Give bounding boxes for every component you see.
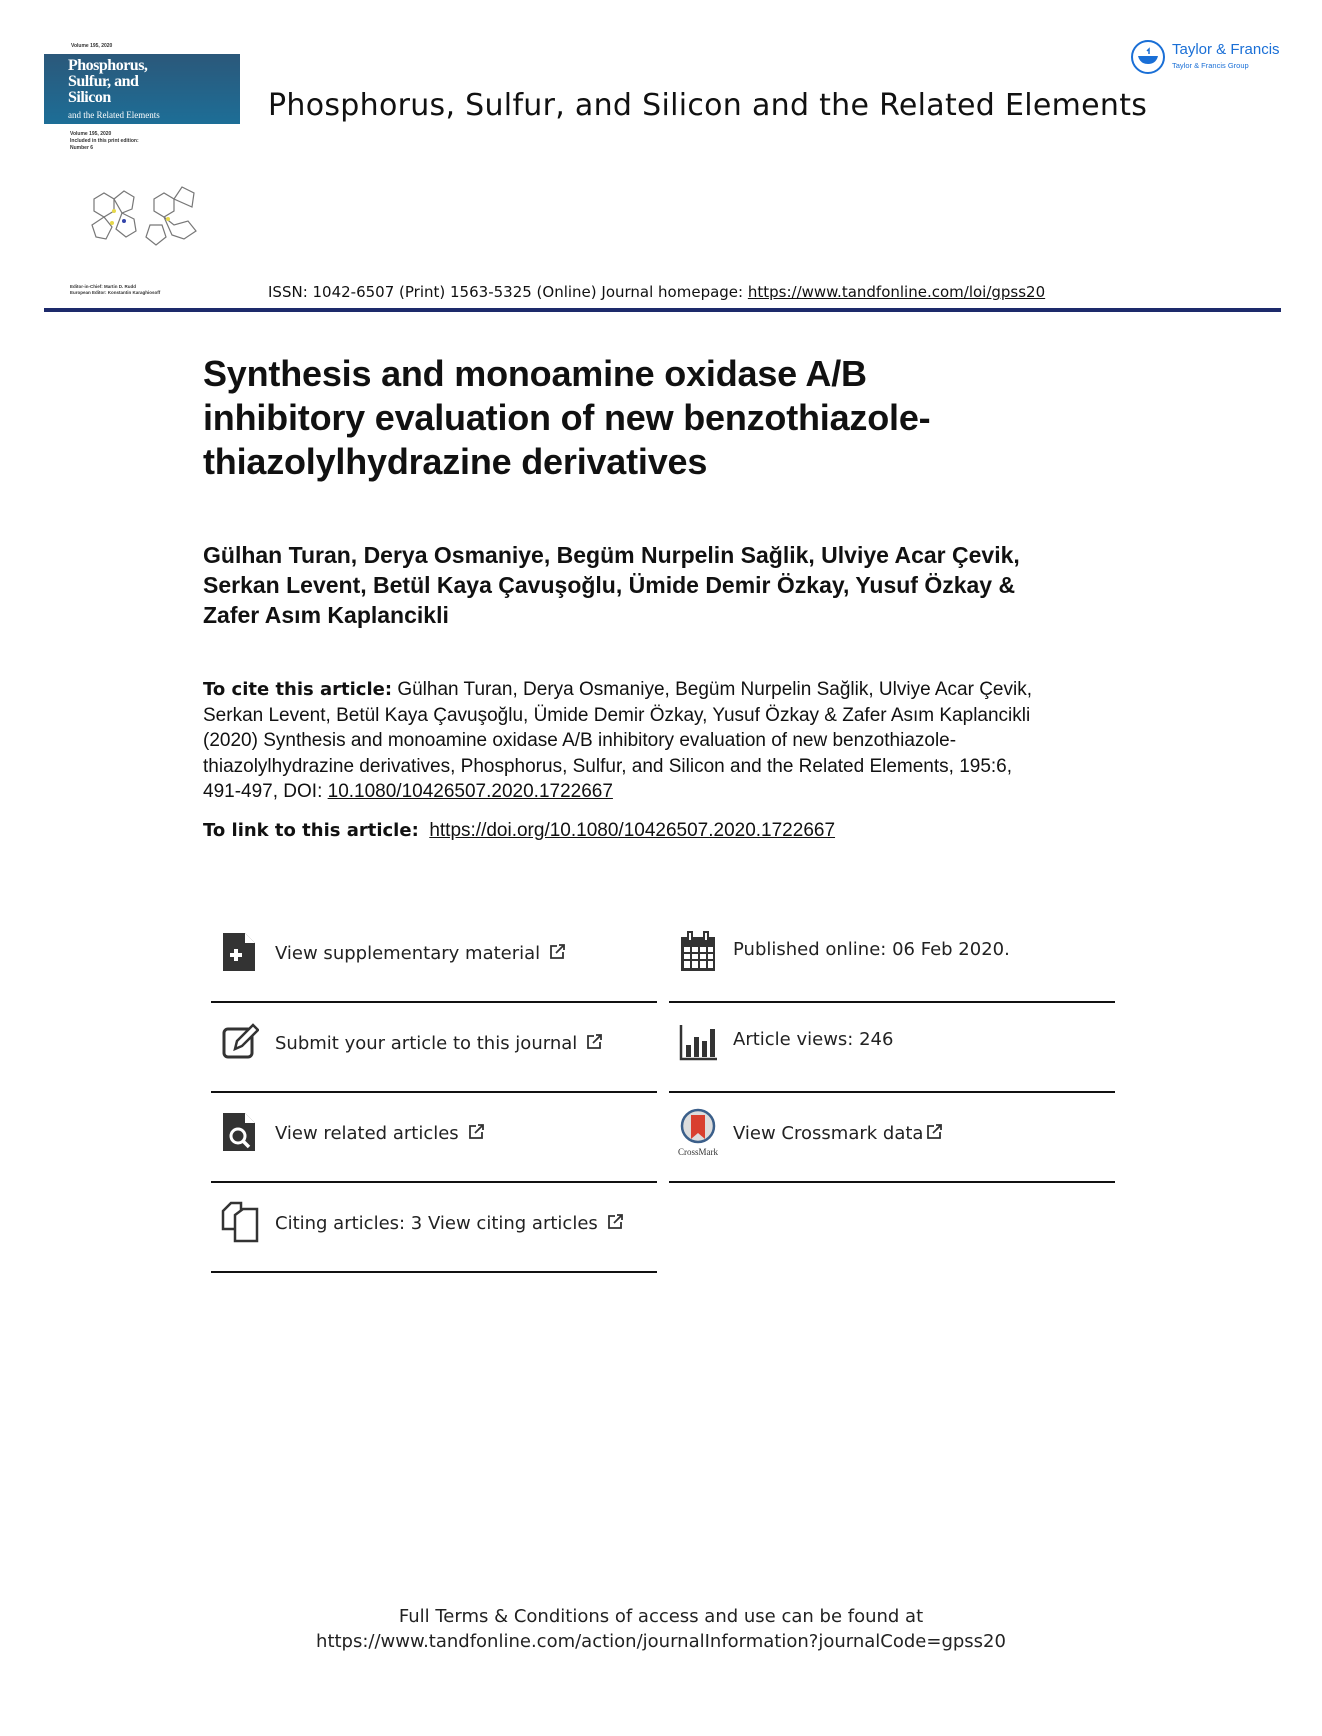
cover-meta-line: Volume 195, 2020: [70, 131, 112, 137]
journal-cover: [44, 39, 240, 295]
cover-title-line: Silicon: [68, 89, 111, 106]
related-link[interactable]: View related articles: [275, 1123, 459, 1144]
external-link-icon: [925, 1123, 943, 1141]
title-line: inhibitory evaluation of new benzothiazole-: [203, 397, 931, 438]
citation-line: 491-497, DOI:: [203, 781, 328, 802]
related-item[interactable]: [211, 1093, 657, 1183]
article-title: [203, 352, 930, 484]
supplementary-link[interactable]: View supplementary material: [275, 943, 541, 964]
crossmark-icon: [679, 1107, 717, 1145]
external-link-icon: [606, 1213, 624, 1231]
cover-title-line: Sulfur, and: [68, 73, 139, 90]
citation-line: Gülhan Turan, Derya Osmaniye, Begüm Nurpelin Sağlik, Ulviye Acar Çevik,: [392, 679, 1032, 700]
cover-meta: [70, 131, 139, 152]
edit-icon: [221, 1021, 259, 1063]
supplementary-item[interactable]: [211, 913, 657, 1003]
external-link-icon: [467, 1123, 485, 1141]
cover-banner: [44, 54, 240, 124]
citation-block: [203, 677, 1032, 805]
bar-chart-icon: [679, 1021, 717, 1063]
crossmark-link[interactable]: View Crossmark data: [733, 1123, 924, 1144]
molecule-image: [84, 179, 204, 259]
publisher-group: Taylor & Francis Group: [1172, 61, 1249, 70]
footer: [0, 1604, 1322, 1654]
teapot-lamp-icon: [1130, 39, 1166, 75]
link-label: To link to this article:: [203, 820, 419, 841]
cover-editor: European Editor: Konstantin Karaghiosoff: [70, 290, 161, 295]
crossmark-item[interactable]: [669, 1093, 1115, 1183]
citing-item[interactable]: [211, 1183, 657, 1273]
external-link-icon: [585, 1033, 603, 1051]
submit-item[interactable]: [211, 1003, 657, 1093]
journal-homepage-link[interactable]: https://www.tandfonline.com/loi/gpss20: [747, 283, 1046, 301]
title-line: thiazolylhydrazine derivatives: [203, 441, 708, 482]
citation-label: To cite this article:: [203, 679, 393, 700]
issn-line: [268, 283, 1045, 301]
file-plus-icon: [221, 931, 259, 973]
cover-meta-line: Number 6: [70, 145, 94, 151]
cover-editors: [70, 284, 160, 296]
article-link: [203, 820, 835, 842]
authors-line: Serkan Levent, Betül Kaya Çavuşoğlu, Ümide Demir Özkay, Yusuf Özkay &: [203, 572, 1016, 598]
article-authors: [203, 540, 1020, 630]
citation-line: thiazolylhydrazine derivatives, Phosphorus, Sulfur, and Silicon and the Related Elements, 195:6,: [203, 755, 1013, 777]
copy-icon: [221, 1201, 259, 1243]
publisher-logo[interactable]: [1130, 39, 1285, 77]
authors-line: Gülhan Turan, Derya Osmaniye, Begüm Nurpelin Sağlik, Ulviye Acar Çevik,: [203, 542, 1020, 568]
calendar-icon: [679, 931, 717, 973]
published-date: Published online: 06 Feb 2020.: [733, 939, 1010, 960]
header-divider: [44, 308, 1281, 312]
cover-volume: Volume 195, 2020: [71, 43, 113, 49]
footer-terms-url[interactable]: https://www.tandfonline.com/action/journalInformation?journalCode=gpss20: [316, 1631, 1006, 1652]
cover-title: [68, 58, 147, 106]
authors-line: Zafer Asım Kaplancikli: [203, 602, 449, 628]
article-views: Article views: 246: [733, 1029, 894, 1050]
published-item: [669, 913, 1115, 1003]
article-url-link[interactable]: https://doi.org/10.1080/10426507.2020.1722667: [429, 820, 836, 841]
doi-link[interactable]: 10.1080/10426507.2020.1722667: [327, 781, 613, 802]
journal-title: Phosphorus, Sulfur, and Silicon and the Related Elements: [268, 88, 1148, 123]
cover-meta-line: Included in this print edition:: [70, 138, 139, 144]
cover-subtitle: and the Related Elements: [68, 110, 160, 120]
citation-line: (2020) Synthesis and monoamine oxidase A/B inhibitory evaluation of new benzothiazole-: [203, 730, 957, 751]
submit-link[interactable]: Submit your article to this journal: [275, 1033, 578, 1054]
views-item: [669, 1003, 1115, 1093]
file-search-icon: [221, 1111, 259, 1153]
external-link-icon: [548, 943, 566, 961]
crossmark-logo-text: CrossMark: [678, 1147, 718, 1157]
cover-title-line: Phosphorus,: [68, 57, 148, 74]
cover-editor: Editor-in-Chief: Martin D. Rudd: [70, 284, 136, 289]
citing-link[interactable]: Citing articles: 3 View citing articles: [275, 1213, 598, 1234]
publisher-name: Taylor & Francis: [1172, 41, 1280, 58]
title-line: Synthesis and monoamine oxidase A/B: [203, 353, 867, 394]
footer-terms: Full Terms & Conditions of access and use can be found at: [398, 1606, 924, 1627]
issn-text: ISSN: 1042-6507 (Print) 1563-5325 (Online) Journal homepage:: [268, 283, 748, 301]
citation-line: Serkan Levent, Betül Kaya Çavuşoğlu, Ümide Demir Özkay, Yusuf Özkay & Zafer Asım Kaplancikli: [203, 704, 1031, 726]
